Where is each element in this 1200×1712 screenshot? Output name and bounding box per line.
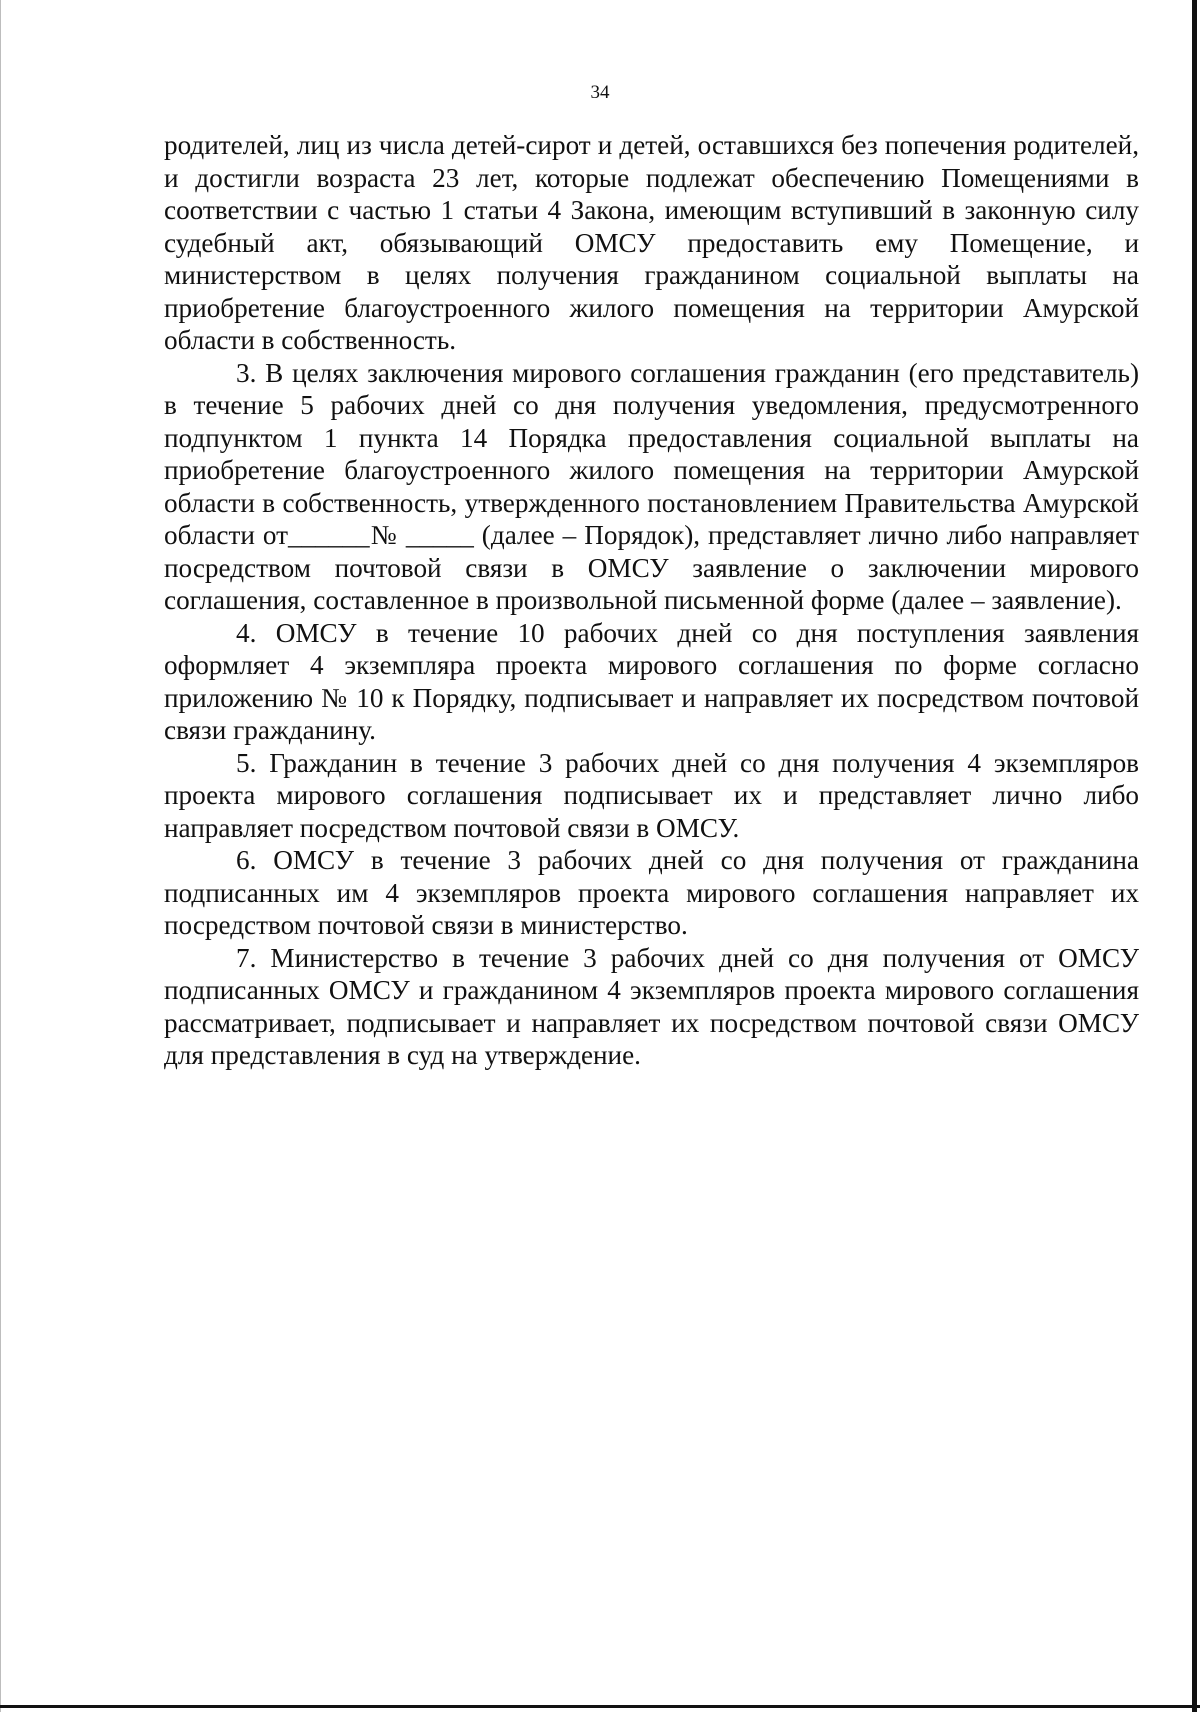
scan-right-border (1192, 0, 1197, 1712)
scan-bottom-border (0, 1705, 1200, 1708)
paragraph-item-3: 3. В целях заключения мирового соглашения гражданин (его представитель) в течение 5 рабочих дней со дня получения уведомления, предусмотренного подпунктом 1 пункта 14 Порядка предоставления социальной выплаты на приобретение благоустроенного жилого помещения на территории Амурской области в собственность, утвержденного постановлением Правительства Амурской области от______№ _____ (далее – Порядок), представляет лично либо направляет посредством почтовой связи в ОМСУ заявление о заключении мирового соглашения, составленное в произвольной письменной форме (далее – заявление). (164, 357, 1139, 615)
paragraph-continuation: родителей, лиц из числа детей-сирот и детей, оставшихся без попечения родителей, и достигли возраста 23 лет, которые подлежат обеспечению Помещениями в соответствии с частью 1 статьи 4 Закона, имеющим вступивший в законную силу судебный акт, обязывающий ОМСУ предоставить ему Помещение, и министерством в целях получения гражданином социальной выплаты на приобретение благоустроенного жилого помещения на территории Амурской области в собственность. (164, 130, 1139, 355)
paragraph-item-4: 4. ОМСУ в течение 10 рабочих дней со дня поступления заявления оформляет 4 экземпляра проекта мирового соглашения по форме согласно приложению № 10 к Порядку, подписывает и направляет их посредством почтовой связи гражданину. (164, 617, 1139, 745)
paragraph-item-5: 5. Гражданин в течение 3 рабочих дней со дня получения 4 экземпляров проекта мирового соглашения подписывает их и представляет лично либо направляет посредством почтовой связи в ОМСУ. (164, 747, 1139, 843)
scan-left-edge (0, 0, 1, 1712)
document-body (164, 129, 1139, 1072)
page-number: 34 (590, 82, 610, 103)
paragraph-item-7: 7. Министерство в течение 3 рабочих дней со дня получения от ОМСУ подписанных ОМСУ и гражданином 4 экземпляров проекта мирового соглашения рассматривает, подписывает и направляет их посредством почтовой связи ОМСУ для представления в суд на утверждение. (164, 942, 1139, 1070)
paragraph-item-6: 6. ОМСУ в течение 3 рабочих дней со дня получения от гражданина подписанных им 4 экземпляров проекта мирового соглашения направляет их посредством почтовой связи в министерство. (164, 845, 1139, 940)
